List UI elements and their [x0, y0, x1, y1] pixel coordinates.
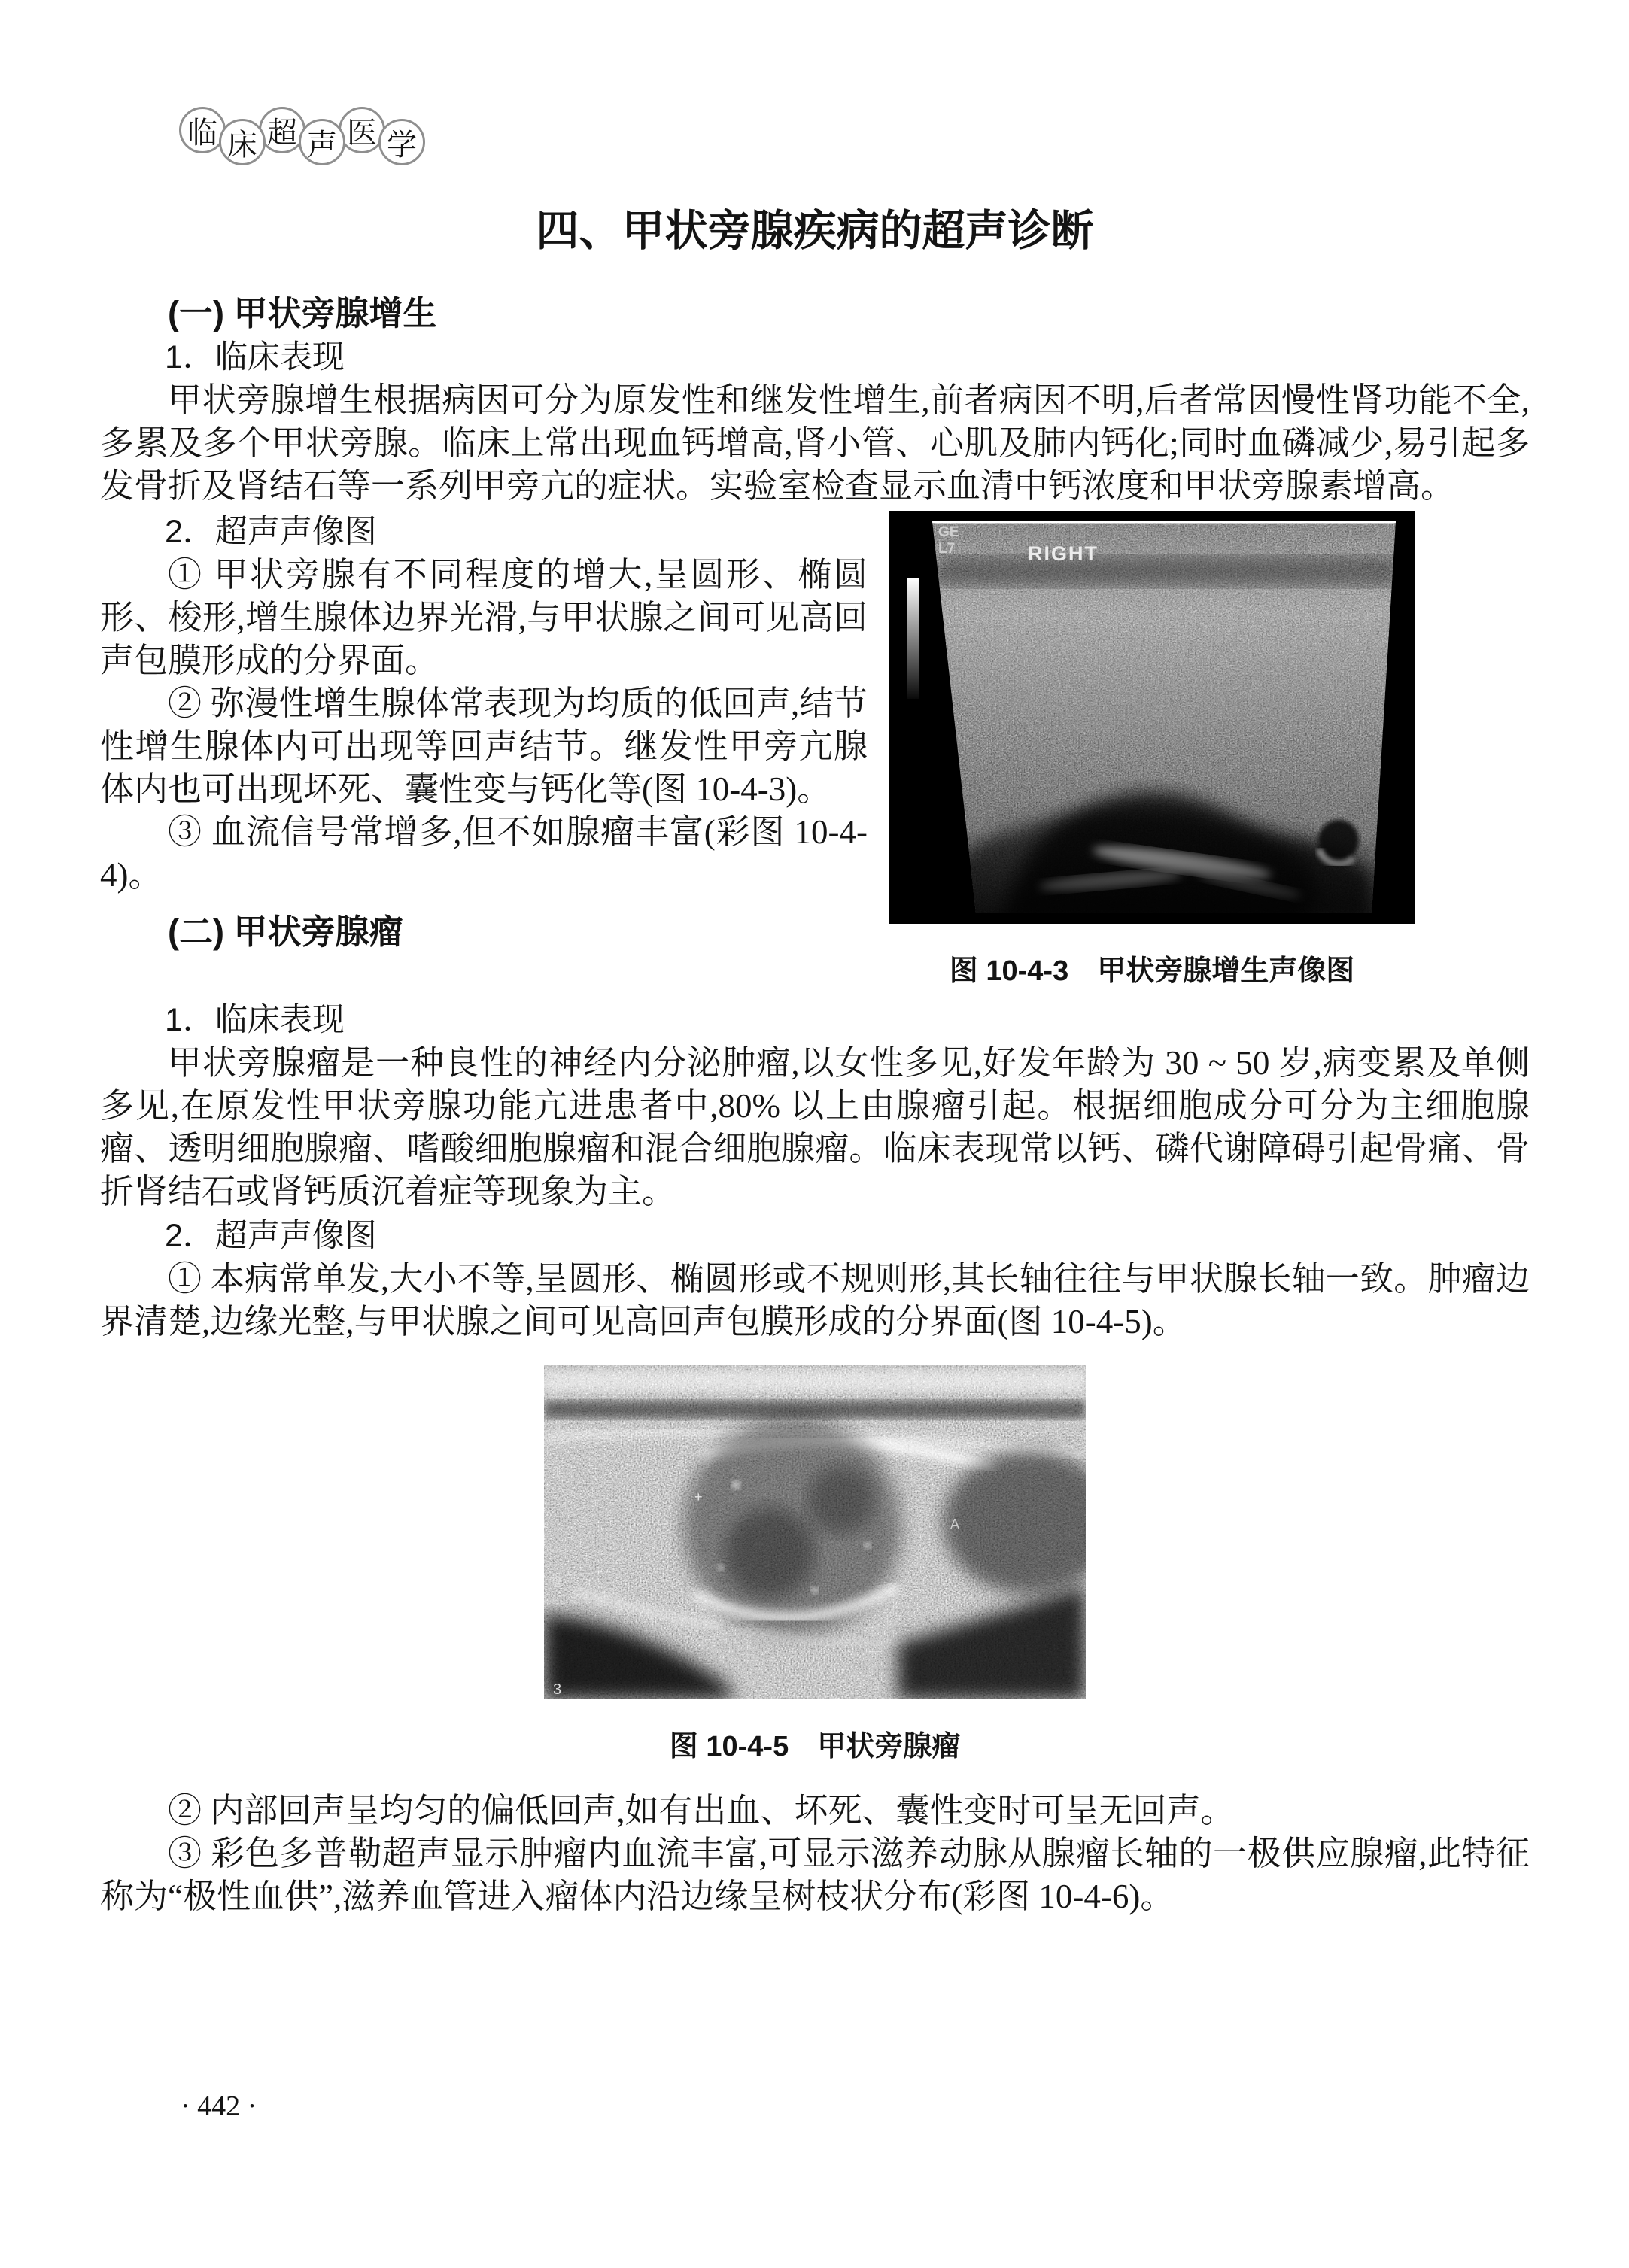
figure-10-4-3: [889, 511, 1415, 988]
text-and-figure-row: [100, 511, 1530, 988]
depth-marker-2: 2: [553, 1574, 562, 1591]
logo-char-circle: 床: [219, 119, 266, 165]
ultrasound-image-hyperplasia: [889, 511, 1415, 924]
figure-10-4-5-caption: 图 10-4-5 甲状旁腺瘤: [669, 1731, 961, 1762]
caliper-mark: +: [694, 1489, 703, 1504]
section2-sub-ultrasound: 2．超声声像图: [165, 1218, 377, 1254]
section1-item3: ③ 血流信号常增多,但不如腺瘤丰富(彩图 10-4-4)。: [100, 813, 868, 894]
section1-item2: ② 弥漫性增生腺体常表现为均质的低回声,结节性增生腺体内可出现等回声结节。继发性甲旁亢腺体内也可出现坏死、囊性变与钙化等(图 10-4-3)。: [100, 685, 868, 808]
grayscale-bar: [907, 578, 919, 699]
logo-char-circle: 学: [378, 119, 425, 165]
series-logo: [179, 107, 425, 162]
depth-marker-1: 1: [553, 1465, 562, 1481]
logo-char-circle: 声: [299, 119, 345, 165]
logo-char-circle: 超: [259, 107, 305, 153]
section2-item1: ① 本病常单发,大小不等,呈圆形、椭圆形或不规则形,其长轴往往与甲状腺长轴一致。肿瘤边界清楚,边缘光整,与甲状腺之间可见高回声包膜形成的分界面(图 10-4-5)。: [100, 1260, 1530, 1340]
annotation-a-label: A: [950, 1517, 960, 1532]
figure-10-4-3-caption: 图 10-4-3 甲状旁腺增生声像图: [949, 955, 1355, 987]
page-title: 四、甲状旁腺疾病的超声诊断: [536, 208, 1094, 255]
figure-10-4-5: [544, 1365, 1086, 1764]
logo-char-circle: 临: [179, 107, 226, 153]
section2-heading: (二) 甲状旁腺瘤: [168, 912, 403, 951]
page-content: [100, 205, 1530, 1918]
section2-item2: ② 内部回声呈均匀的偏低回声,如有出血、坏死、囊性变时可呈无回声。: [168, 1792, 1235, 1829]
section2-item3: ③ 彩色多普勒超声显示肿瘤内血流丰富,可显示滋养动脉从腺瘤长轴的一极供应腺瘤,此特征称为“极性血供”,滋养血管进入瘤体内沿边缘呈树枝状分布(彩图 10-4-6)。: [100, 1835, 1530, 1915]
depth-marker-3: 3: [553, 1681, 562, 1698]
section1-heading: (一) 甲状旁腺增生: [168, 294, 437, 332]
section1-sub-clinical: 1．临床表现: [165, 339, 345, 375]
section1-clinical-paragraph: 甲状旁腺增生根据病因可分为原发性和继发性增生,前者病因不明,后者常因慢性肾功能不全,多累及多个甲状旁腺。临床上常出现血钙增高,肾小管、心肌及肺内钙化;同时血磷减少,易引起多发骨折及肾结石等一系列甲旁亢的症状。实验室检查显示血清中钙浓度和甲状旁腺素增高。: [100, 381, 1530, 505]
section2-clinical-paragraph: 甲状旁腺瘤是一种良性的神经内分泌肿瘤,以女性多见,好发年龄为 30 ~ 50 岁,病变累及单侧多见,在原发性甲状旁腺功能亢进患者中,80% 以上由腺瘤引起。根据细胞成分可分为主细胞腺瘤、透明细胞腺瘤、嗜酸细胞腺瘤和混合细胞腺瘤。临床表现常以钙、磷代谢障碍引起骨痛、骨折肾结石或肾钙质沉着症等现象为主。: [100, 1044, 1530, 1210]
logo-char-circle: 医: [339, 107, 385, 153]
machine-label-line2: L7: [938, 541, 956, 557]
section1-item1: ① 甲状旁腺有不同程度的增大,呈圆形、椭圆形、梭形,增生腺体边界光滑,与甲状腺之间可见高回声包膜形成的分界面。: [100, 556, 868, 679]
orientation-label: RIGHT: [1028, 542, 1099, 565]
page-number: · 442 ·: [181, 2090, 257, 2122]
ultrasound-image-adenoma: [544, 1365, 1086, 1699]
section1-sub-ultrasound: 2．超声声像图: [165, 514, 377, 550]
left-text-column: [100, 511, 868, 988]
section2-sub-clinical: 1．临床表现: [165, 1002, 345, 1038]
machine-label-line1: GE: [938, 524, 959, 540]
